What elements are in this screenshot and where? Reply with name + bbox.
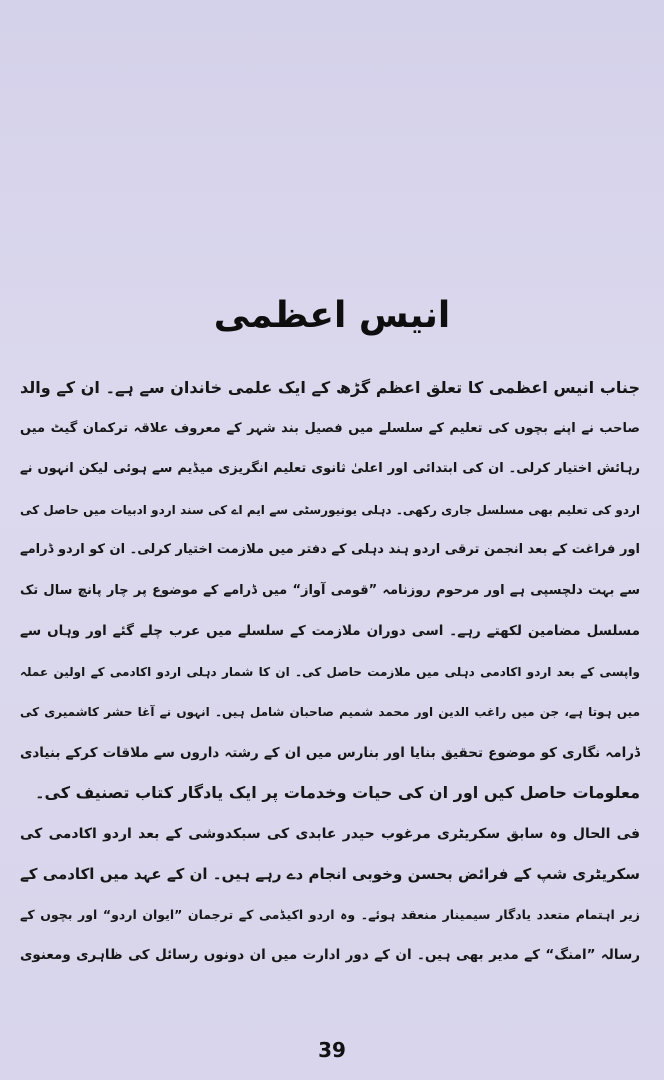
text-line: معلومات حاصل کیں اور ان کی حیات وخدمات پر ایک یادگار کتاب تصنیف کی۔ [35,783,640,802]
text-line: میں ہوتا ہے، جن میں راغب الدین اور محمد شمیم صاحبان شامل ہیں۔ انہوں نے آغا حشر کاشمیری کی [20,705,640,719]
page-heading: انیس اعظمی [213,295,451,336]
text-line: جناب انیس اعظمی کا تعلق اعظم گڑھ کے ایک علمی خاندان سے ہے۔ ان کے والد [20,378,640,397]
text-line: رہائش اختیار کرلی۔ ان کی ابتدائی اور اعلیٰ ثانوی تعلیم انگریزی میڈیم سے ہوئی لیکن انہوں نے [20,461,640,476]
text-line: زیر اہتمام متعدد یادگار سیمینار منعقد ہوئے۔ وہ اردو اکیڈمی کے ترجمان ”ایوان اردو“ اور بچوں کے [20,906,640,922]
text-line: سے بہت دلچسپی ہے اور مرحوم روزنامہ ”قومی آواز“ میں ڈرامے کے موضوع پر چار پانچ سال تک [20,582,640,598]
text-line: مسلسل مضامین لکھتے رہے۔ اسی دوران ملازمت کے سلسلے میں عرب چلے گئے اور وہاں سے [20,623,640,639]
text-line: صاحب نے اپنے بچوں کی تعلیم کے سلسلے میں فصیل بند شہر کے معروف علاقہ ترکمان گیٹ میں [20,420,640,436]
text-line: ڈرامہ نگاری کو موضوع تحقیق بنایا اور بنارس میں ان کے رشتہ داروں سے ملاقات کرکے بنیادی [20,744,640,761]
show-through-text [18,40,646,300]
text-line: سکریٹری شپ کے فرائض بحسن وخوبی انجام دے رہے ہیں۔ ان کے عہد میں اکادمی کے [20,865,640,883]
text-line: رسالہ ”امنگ“ کے مدیر بھی ہیں۔ ان کے دور ادارت میں ان دونوں رسائل کی ظاہری ومعنوی [20,947,640,963]
page-number: 39 [318,1038,346,1062]
text-line: فی الحال وہ سابق سکریٹری مرغوب حیدر عابدی کی سبکدوشی کے بعد اردو اکادمی کی [20,825,640,842]
body-text [20,368,640,976]
text-line: واپسی کے بعد اردو اکادمی دہلی میں ملازمت حاصل کی۔ ان کا شمار دہلی اردو اکادمی کے اولین عملہ [20,664,640,679]
text-line: اور فراغت کے بعد انجمن ترقی اردو ہند دہلی کے دفتر میں ملازمت اختیار کرلی۔ ان کو اردو ڈرامے [20,542,640,557]
text-line: اردو کی تعلیم بھی مسلسل جاری رکھی۔ دہلی یونیورسٹی سے ایم اے کی سند اردو ادبیات میں حاصل کی [20,502,640,517]
